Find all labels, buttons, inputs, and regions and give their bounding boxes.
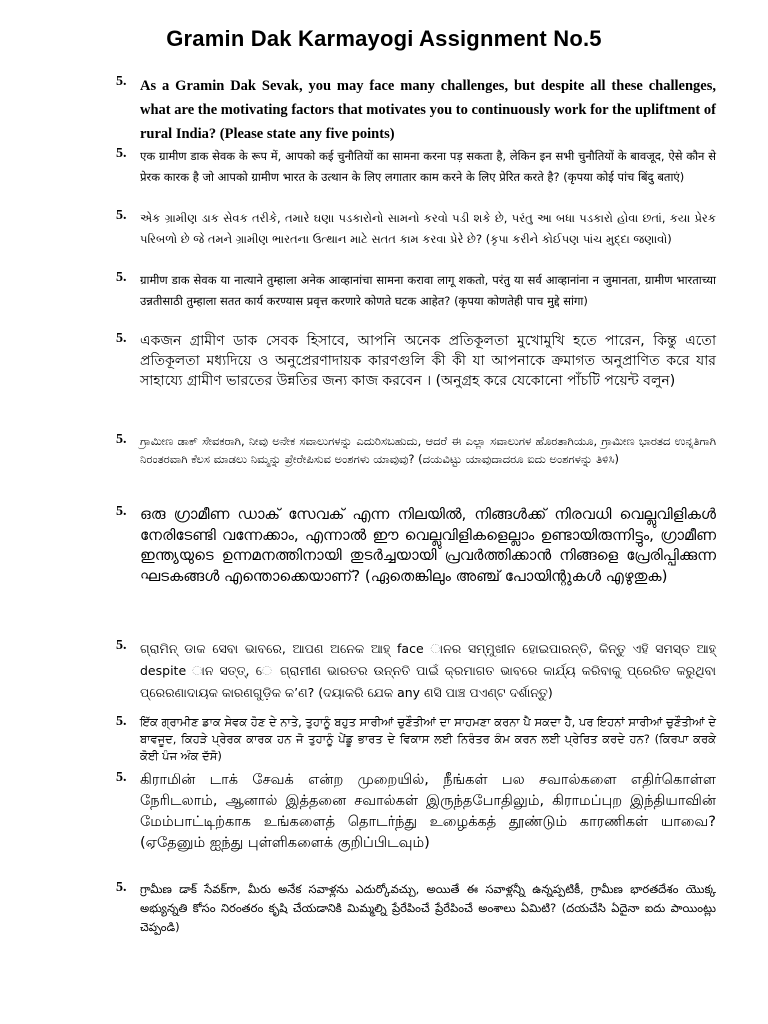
question-text: ग्रामीण डाक सेवक या नात्याने तुम्हाला अनेक आव्हानांचा सामना करावा लागू शकतो, परंतु या सर्व आव्हानांना न जुमानता, ग्रामीण भारताच्या उन्नतीसाठी तुम्हाला सतत कार्य करण्यास प्रवृत्त करणारे कोणते घटक आहेत? (कृपया कोणतेही पाच मुद्दे सांगा) bbox=[140, 273, 716, 308]
question-english bbox=[116, 74, 716, 146]
question-text: ଗ୍ରାମିନ୍ ଡାକ ସେବା ଭାବରେ, ଆପଣ ଅନେକ ଆହ୍ face ାନର ସମ୍ମୁଖୀନ ହୋଇପାରନ୍ତି, କିନ୍ତୁ ଏହି ସମସ୍ତ ଆହ୍ despite ାନ ସତ୍ତ୍, େ ଗ୍ରାମୀଣ ଭାରତର ଉନ୍ନତି ପାଇଁ କ୍ରମାଗତ ଭାବରେ କାର୍ଯ୍ୟ କରିବାକୁ ପ୍ରେରିତ କରୁଥିବା ପ୍ରେରଣାଦାୟକ କାରଣଗୁଡ଼ିକ କ’ଣ? (ଦୟାକରି ଯେକ any ଣସି ପାଞ୍ଚ ପଏଣ୍ଟ ଦର୍ଶାନ୍ତୁ) bbox=[140, 641, 716, 700]
question-number: 5. bbox=[116, 74, 127, 89]
question-text: ഒരു ഗ്രാമീണ ഡാക് സേവക് എന്ന നിലയിൽ, നിങ്ങൾക്ക് നിരവധി വെല്ലുവിളികൾ നേരിടേണ്ടി വന്നേക്കാം, എന്നാൽ ഈ വെല്ലുവിളികളെല്ലാം ഉണ്ടായിരുന്നിട്ടും, ഗ്രാമീണ ഇന്ത്യയുടെ ഉന്നമനത്തിനായി തുടർച്ചയായി പ്രവർത്തിക്കാൻ നിങ്ങളെ പ്രേരിപ്പിക്കുന്ന ഘടകങ്ങൾ എന്തൊക്കെയാണ്? (ഏതെങ്കിലും അഞ്ച് പോയിന്റുകൾ എഴുതുക) bbox=[140, 505, 716, 585]
question-punjabi bbox=[116, 714, 716, 765]
question-text: గ్రామీణ డాక్ సేవక్‌గా, మీరు అనేక సవాళ్లను ఎదుర్కోవచ్చు, అయితే ఈ సవాళ్లన్నీ ఉన్నప్పటికీ, గ్రామీణ భారతదేశం యొక్క అభ్యున్నతి కోసం నిరంతరం కృషి చేయడానికి మిమ్మల్ని ప్రేరేపించే ప్రేరేపించే అంశాలు ఏమిటి? (దయచేసి ఏదైనా ఐదు పాయింట్లు చెప్పండి) bbox=[140, 882, 716, 934]
question-text: கிராமின் டாக் சேவக் என்ற முறையில், நீங்கள் பல சவால்களை எதிர்கொள்ள நேரிடலாம், ஆனால் இத்தனை சவால்கள் இருந்தபோதிலும், கிராமப்புற இந்தியாவின் மேம்பாட்டிற்காக உங்களைத் தொடர்ந்து உழைக்கத் தூண்டும் காரணிகள் யாவை? (ஏதேனும் ஐந்து புள்ளிகளைக் குறிப்பிடவும்) bbox=[140, 772, 716, 851]
question-number: 5. bbox=[116, 146, 127, 161]
question-marathi bbox=[116, 270, 716, 312]
question-number: 5. bbox=[116, 880, 127, 895]
question-tamil bbox=[116, 770, 716, 854]
question-text: As a Gramin Dak Sevak, you may face many challenges, but despite all these challenges, what are the motivating factors that motivates you to continuously work for the upliftment of rural India? (Please state any five points) bbox=[140, 78, 716, 142]
question-hindi bbox=[116, 146, 716, 188]
question-text: একজন গ্রামীণ ডাক সেবক হিসাবে, আপনি অনেক প্রতিকূলতা মুখোমুখি হতে পারেন, কিন্তু এতো প্রতিকূলতা মধ্যদিয়ে ও অনুপ্রেরণাদায়ক কারণগুলি কী কী যা আপনাকে ক্রমাগত অনুপ্রাণিত করে যার সাহায্যে গ্রামীণ ভারতের উন্নতির জন্য কাজ করবেন । (অনুগ্রহ করে যেকোনো পাঁচটি পয়েন্ট বলুন) bbox=[140, 333, 716, 389]
question-text: एक ग्रामीण डाक सेवक के रूप में, आपको कई चुनौतियों का सामना करना पड़ सकता है, लेकिन इन सभी चुनौतियों के बावजूद, ऐसे कौन से प्रेरक कारक है जो आपको ग्रामीण भारत के उत्थान के लिए लगातार काम करने के लिए प्रेरित करते है? (कृपया कोई पांच बिंदु बताएं) bbox=[140, 149, 716, 184]
question-number: 5. bbox=[116, 331, 127, 346]
question-number: 5. bbox=[116, 270, 127, 285]
question-odia bbox=[116, 638, 716, 704]
question-telugu bbox=[116, 880, 716, 937]
question-number: 5. bbox=[116, 504, 127, 519]
question-text: ಗ್ರಾಮೀಣ ಡಾಕ್ ಸೇವಕರಾಗಿ, ನೀವು ಅನೇಕ ಸವಾಲುಗಳನ್ನು ಎದುರಿಸಬಹುದು, ಆದರೆ ಈ ಎಲ್ಲಾ ಸವಾಲುಗಳ ಹೊರತಾಗಿಯೂ, ಗ್ರಾಮೀಣ ಭಾರತದ ಉನ್ನತಿಗಾಗಿ ನಿರಂತರವಾಗಿ ಕೆಲಸ ಮಾಡಲು ನಿಮ್ಮನ್ನು ಪ್ರೇರೇಪಿಸುವ ಅಂಶಗಳು ಯಾವುವು? (ದಯವಿಟ್ಟು ಯಾವುದಾದರೂ ಐದು ಅಂಶಗಳನ್ನು ತಿಳಿಸಿ) bbox=[140, 434, 716, 466]
page-title: Gramin Dak Karmayogi Assignment No.5 bbox=[166, 26, 602, 51]
question-number: 5. bbox=[116, 638, 127, 653]
question-gujarati bbox=[116, 208, 716, 250]
question-number: 5. bbox=[116, 432, 127, 447]
question-number: 5. bbox=[116, 208, 127, 223]
question-malayalam bbox=[116, 504, 716, 586]
question-text: એક ગ્રામીણ ડાક સેવક તરીકે, તમારે ઘણા પડકારોનો સામનો કરવો પડી શકે છે, પરંતુ આ બધા પડકારો હોવા છતાં, કયા પ્રેરક પરિબળો છે જે તમને ગ્રામીણ ભારતના ઉત્થાન માટે સતત કામ કરવા પ્રેરે છે? (કૃપા કરીને કોઈપણ પાંચ મુદ્દા જણાવો) bbox=[140, 211, 716, 246]
question-number: 5. bbox=[116, 770, 127, 785]
question-number: 5. bbox=[116, 714, 127, 729]
question-text: ਇੱਕ ਗ੍ਰਾਮੀਣ ਡਾਕ ਸੇਵਕ ਹੋਣ ਦੇ ਨਾਤੇ, ਤੁਹਾਨੂੰ ਬਹੁਤ ਸਾਰੀਆਂ ਚੁਣੌਤੀਆਂ ਦਾ ਸਾਹਮਣਾ ਕਰਨਾ ਪੈ ਸਕਦਾ ਹੈ, ਪਰ ਇਹਨਾਂ ਸਾਰੀਆਂ ਚੁਣੌਤੀਆਂ ਦੇ ਬਾਵਜੂਦ, ਕਿਹੜੇ ਪ੍ਰੇਰਕ ਕਾਰਕ ਹਨ ਜੋ ਤੁਹਾਨੂੰ ਪੇਂਡੂ ਭਾਰਤ ਦੇ ਵਿਕਾਸ ਲਈ ਨਿਰੰਤਰ ਕੰਮ ਕਰਨ ਲਈ ਪ੍ਰੇਰਿਤ ਕਰਦੇ ਹਨ? (ਕਿਰਪਾ ਕਰਕੇ ਕੋਈ ਪੰਜ ਅੰਕ ਦੱਸੋ) bbox=[140, 715, 716, 763]
question-kannada bbox=[116, 432, 716, 468]
question-bengali bbox=[116, 331, 716, 391]
